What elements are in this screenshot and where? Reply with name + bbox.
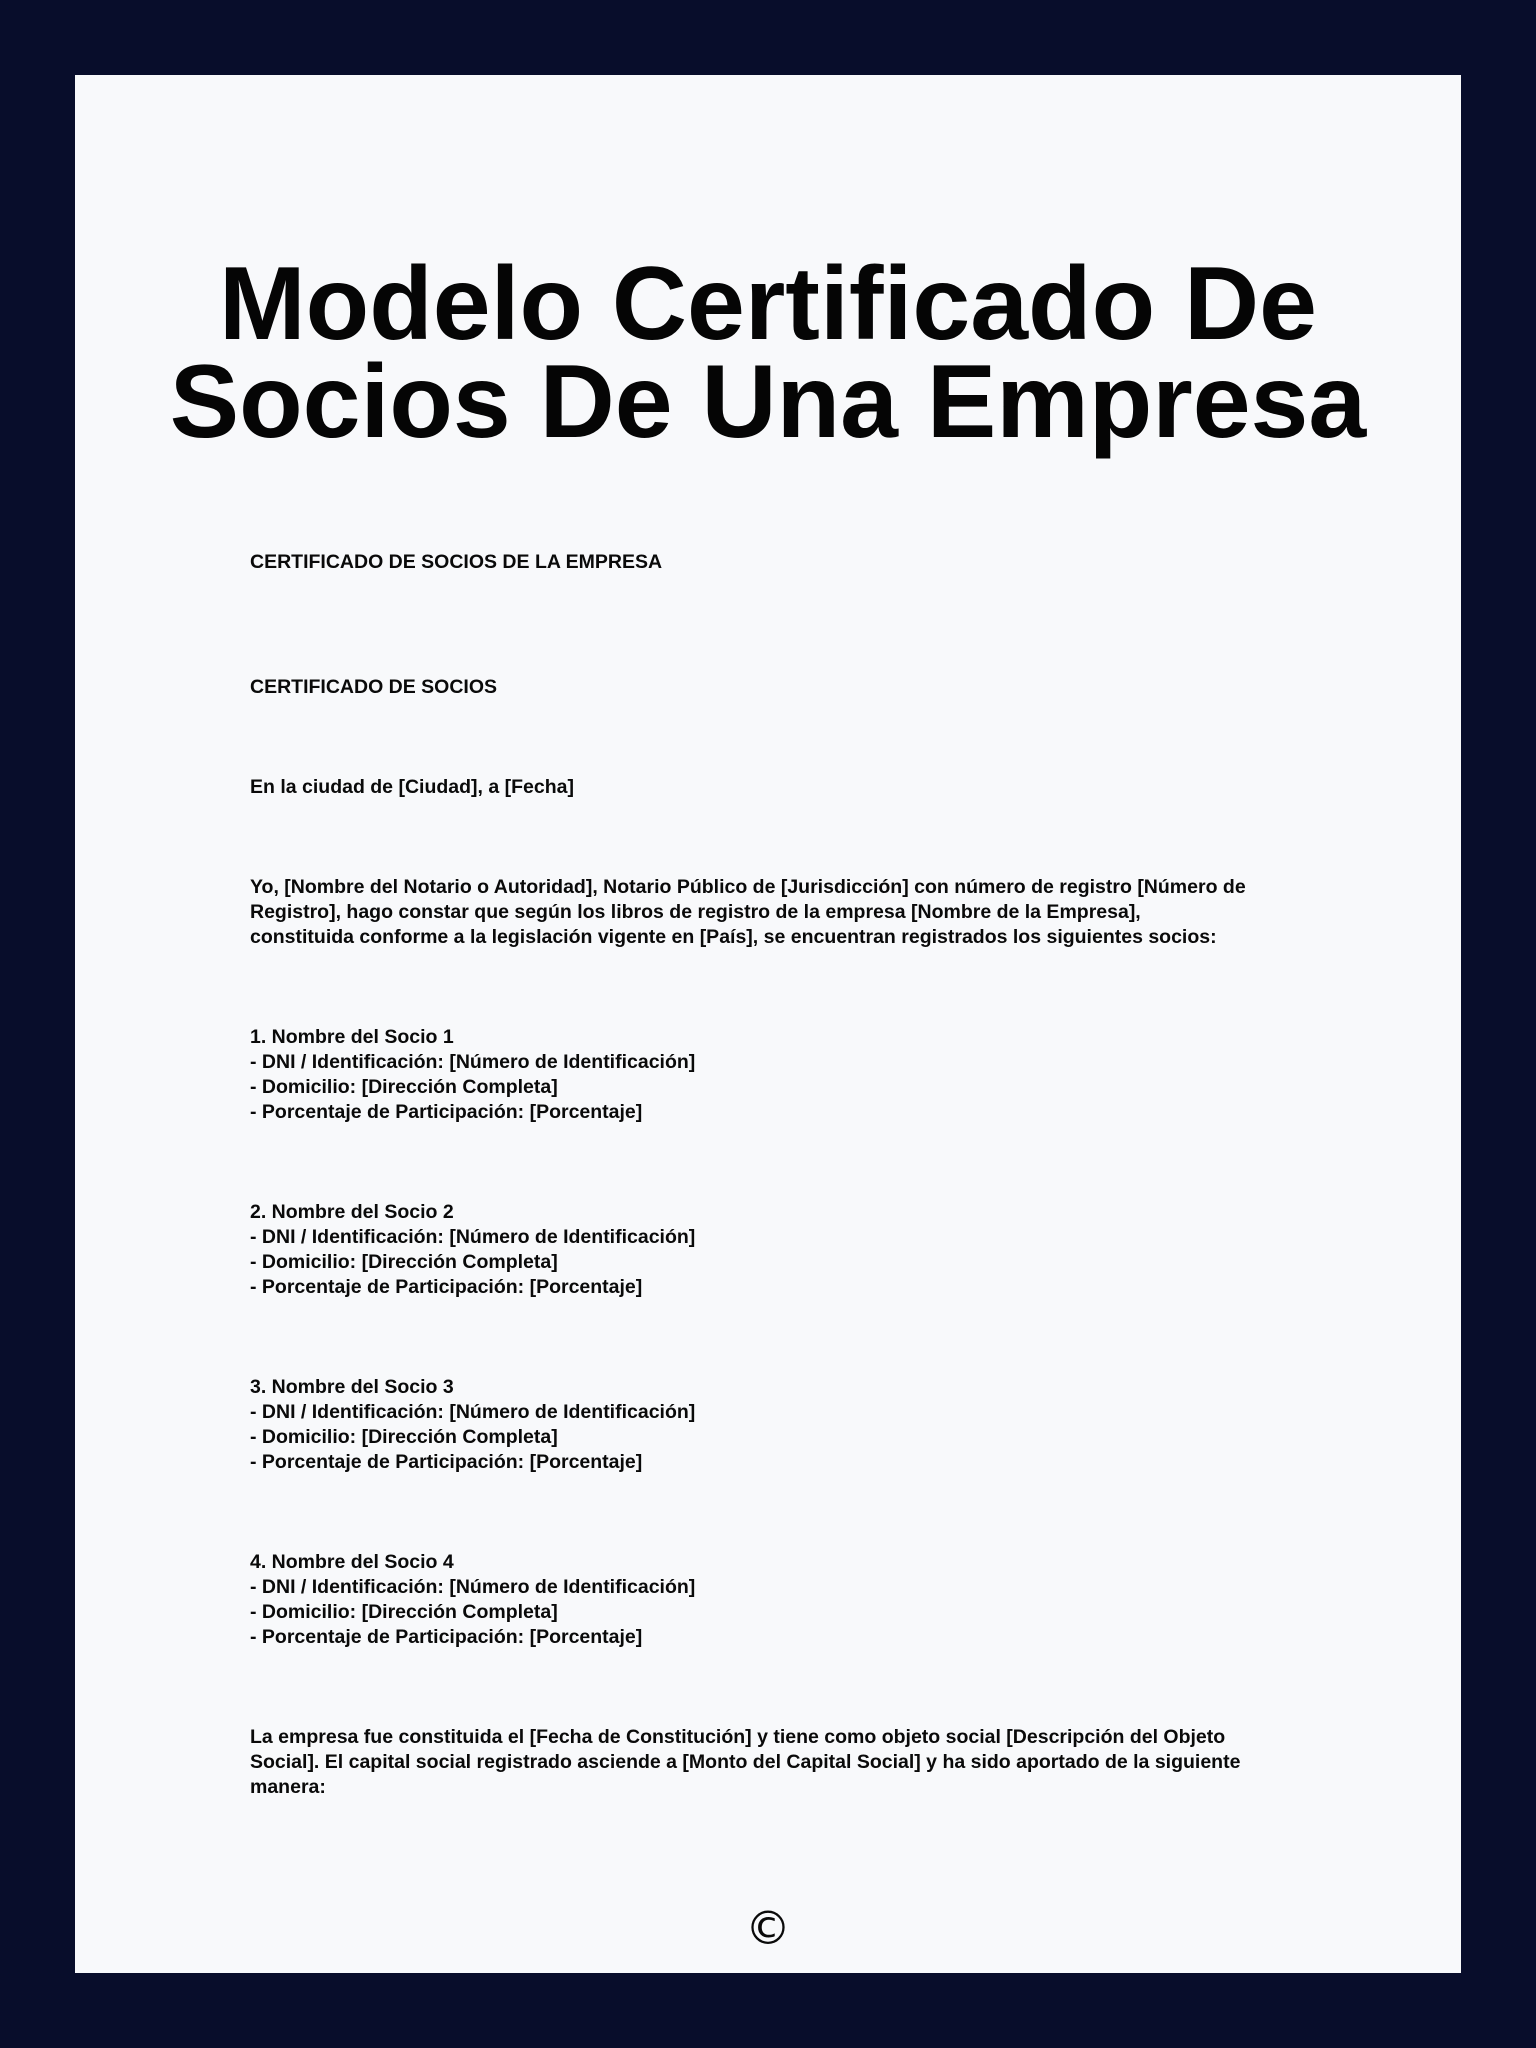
partner-address: - Domicilio: [Dirección Completa] [250, 1076, 558, 1098]
partner-address: - Domicilio: [Dirección Completa] [250, 1426, 558, 1448]
heading-certificate-partners: CERTIFICADO DE SOCIOS [250, 676, 498, 698]
title-line-1: Modelo Certificado De [219, 246, 1317, 362]
intro-line: Yo, [Nombre del Notario o Autoridad], Notario Público de [Jurisdicción] con número de registro [Número de [250, 876, 1246, 898]
partner-id: - DNI / Identificación: [Número de Identificación] [250, 1051, 696, 1073]
partner-id: - DNI / Identificación: [Número de Identificación] [250, 1226, 696, 1248]
closing-line: La empresa fue constituida el [Fecha de Constitución] y tiene como objeto social [Descripción del Objeto [250, 1726, 1226, 1748]
partner-id: - DNI / Identificación: [Número de Identificación] [250, 1401, 696, 1423]
partner-share: - Porcentaje de Participación: [Porcentaje] [250, 1451, 643, 1473]
partner-share: - Porcentaje de Participación: [Porcentaje] [250, 1276, 643, 1298]
intro-line: constituida conforme a la legislación vigente en [País], se encuentran registrados los siguientes socios: [250, 926, 1217, 948]
partner-name: 3. Nombre del Socio 3 [250, 1376, 454, 1398]
partner-block-4 [250, 1550, 1370, 1650]
intro-paragraph [250, 875, 1370, 950]
partner-address: - Domicilio: [Dirección Completa] [250, 1601, 558, 1623]
city-date-line: En la ciudad de [Ciudad], a [Fecha] [250, 776, 574, 798]
closing-line: Social]. El capital social registrado asciende a [Monto del Capital Social] y ha sido aportado de la siguiente [250, 1751, 1241, 1773]
document-page [75, 75, 1461, 1973]
title-line-2: Socios De Una Empresa [169, 344, 1367, 460]
partner-share: - Porcentaje de Participación: [Porcentaje] [250, 1626, 643, 1648]
partner-name: 4. Nombre del Socio 4 [250, 1551, 454, 1573]
partner-block-3 [250, 1375, 1370, 1475]
document-title [75, 246, 1461, 460]
partner-address: - Domicilio: [Dirección Completa] [250, 1251, 558, 1273]
partner-name: 2. Nombre del Socio 2 [250, 1201, 454, 1223]
partner-share: - Porcentaje de Participación: [Porcentaje] [250, 1101, 643, 1123]
closing-line: manera: [250, 1776, 326, 1798]
intro-line: Registro], hago constar que según los libros de registro de la empresa [Nombre de la Empresa], [250, 901, 1141, 923]
partner-id: - DNI / Identificación: [Número de Identificación] [250, 1576, 696, 1598]
partner-name: 1. Nombre del Socio 1 [250, 1026, 454, 1048]
partner-block-1 [250, 1025, 1370, 1125]
copyright-icon: © [745, 1901, 791, 1955]
closing-paragraph [250, 1725, 1370, 1800]
partner-block-2 [250, 1200, 1370, 1300]
heading-certificate-company: CERTIFICADO DE SOCIOS DE LA EMPRESA [250, 551, 663, 573]
